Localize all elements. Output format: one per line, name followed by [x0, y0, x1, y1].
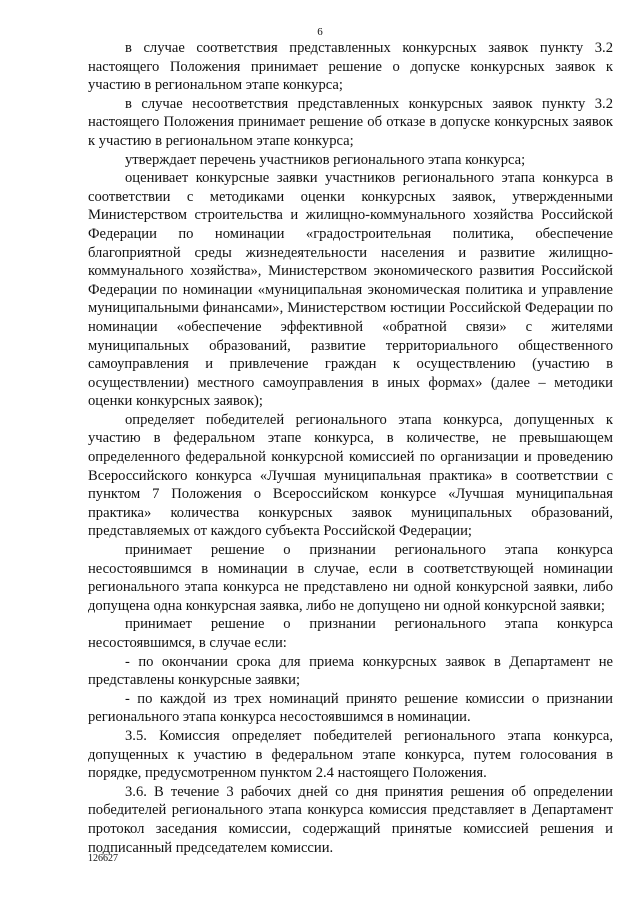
document-code: 126627	[88, 853, 118, 864]
paragraph: принимает решение о признании регионального этапа конкурса несостоявшимся, в случае если:	[88, 616, 613, 651]
paragraph: в случае несоответствия представленных конкурсных заявок пункту 3.2 настоящего Положения принимает решение об отказе в допуске конкурсных заявок к участию в региональном этапе конкурса;	[88, 95, 613, 149]
paragraph: - по каждой из трех номинаций принято решение комиссии о признании регионального этапа конкурса несостоявшимся в номинации.	[88, 690, 613, 726]
paragraph: оценивает конкурсные заявки участников регионального этапа конкурса в соответствии с методиками оценки конкурсных заявок, утвержденными Министерством строительства и жилищно-коммунального хозяйства Российской Федерации по номинации «градостроительная политика, обеспечение благоприятной среды жизнедеятельности населения и развитие жилищно-коммунального хозяйства», Министерством экономического развития Российской Федерации по номинации «муниципальная экономическая политика и управление муниципальными финансами», Министерством юстиции Российской Федерации по номинации «обеспечение эффективной «обратной связи» с жителями муниципальных образований, развитие территориального общественного самоуправления и привлечение граждан к осуществлению (участию в осуществлении) местного самоуправления в иных формах» (далее – методики оценки конкурсных заявок);	[88, 170, 613, 410]
paragraph: утверждает перечень участников регионального этапа конкурса;	[125, 151, 526, 168]
paragraph: в случае соответствия представленных конкурсных заявок пункту 3.2 настоящего Положения принимает решение о допуске конкурсных заявок к участию в региональном этапе конкурса;	[88, 40, 613, 94]
paragraph: принимает решение о признании регионального этапа конкурса несостоявшимся в номинации в случае, если в соответствующей номинации регионального этапа конкурса не представлено ни одной конкурсной заявки, либо допущена одна конкурсная заявка, либо не допущено ни одной конкурсной заявки;	[88, 542, 613, 614]
page-number: 6	[317, 26, 323, 38]
paragraph: определяет победителей регионального этапа конкурса, допущенных к участию в федеральном этапе конкурса, в количестве, не превышающем определенного федеральной конкурсной комиссией по организации и проведению Всероссийского конкурса «Лучшая муниципальная практика» в соответствии с пунктом 7 Положения о Всероссийском конкурсе «Лучшая муниципальная практика» количества конкурсных заявок муниципальных образований, представляемых от каждого субъекта Российской Федерации;	[88, 411, 613, 540]
paragraph: 3.6. В течение 3 рабочих дней со дня принятия решения об определении победителей регионального этапа конкурса комиссия представляет в Департамент протокол заседания комиссии, содержащий принятые комиссией решения и подписанный председателем комиссии.	[88, 783, 613, 856]
paragraph: 3.5. Комиссия определяет победителей регионального этапа конкурса, допущенных к участию в федеральном этапе конкурса, путем голосования в порядке, предусмотренном пунктом 2.4 настоящего Положения.	[88, 727, 613, 782]
paragraph: - по окончании срока для приема конкурсных заявок в Департамент не представлены конкурсные заявки;	[88, 653, 613, 689]
document-body	[88, 39, 613, 857]
